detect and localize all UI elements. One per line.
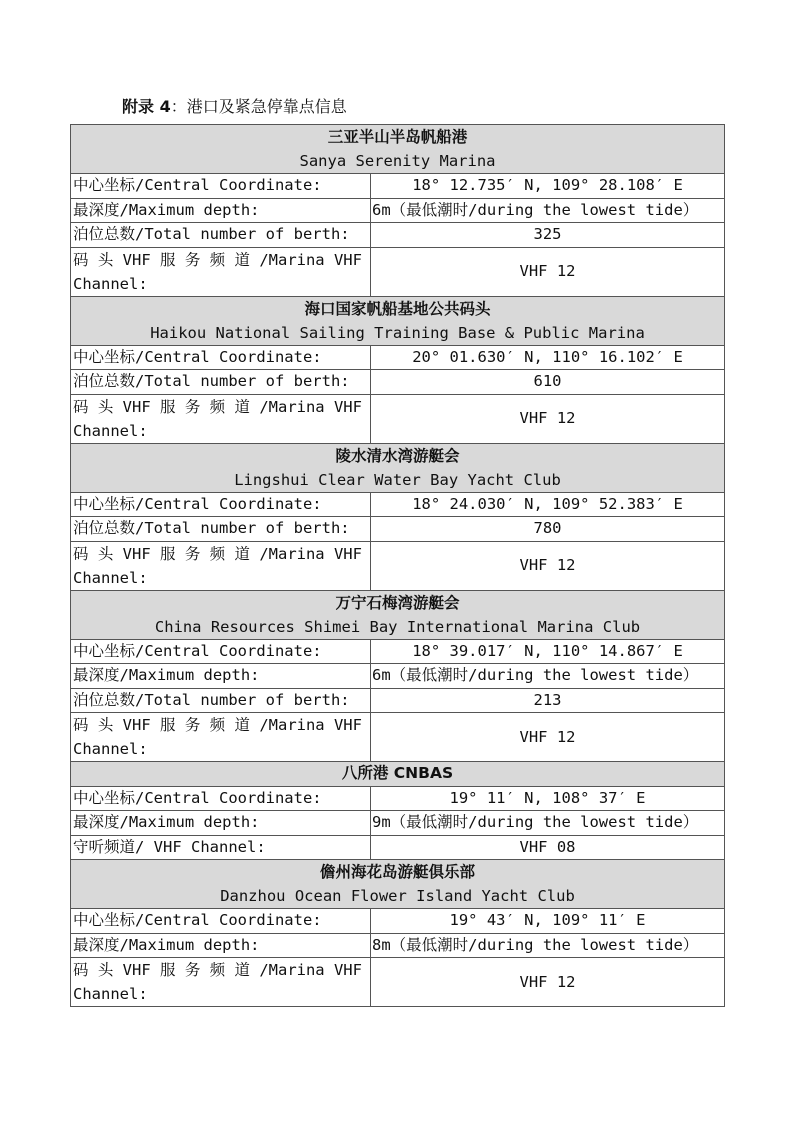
- port-name-en: Sanya Serenity Marina: [299, 152, 496, 170]
- port-name-zh: 八所港 CNBAS: [341, 764, 454, 783]
- info-label: 码 头 VHF 服 务 频 道 /Marina VHF Channel:: [71, 541, 371, 590]
- info-label: 中心坐标/Central Coordinate:: [71, 174, 371, 199]
- info-label: 泊位总数/Total number of berth:: [71, 688, 371, 713]
- info-row: [71, 664, 725, 689]
- info-value: 9m（最低潮时/during the lowest tide）: [371, 811, 725, 836]
- info-value: 20° 01.630′ N, 110° 16.102′ E: [371, 345, 725, 370]
- info-value: 19° 43′ N, 109° 11′ E: [371, 909, 725, 934]
- info-label: 最深度/Maximum depth:: [71, 933, 371, 958]
- info-value: VHF 12: [371, 247, 725, 296]
- info-label: 中心坐标/Central Coordinate:: [71, 492, 371, 517]
- info-value: 780: [371, 517, 725, 542]
- info-row: [71, 345, 725, 370]
- port-name-zh: 万宁石梅湾游艇会: [335, 593, 460, 612]
- port-header-row: [71, 762, 725, 787]
- info-row: [71, 933, 725, 958]
- info-label: 中心坐标/Central Coordinate:: [71, 909, 371, 934]
- info-row: [71, 639, 725, 664]
- ports-table-body: [71, 125, 725, 1007]
- info-row: [71, 223, 725, 248]
- port-name-zh: 儋州海花岛游艇俱乐部: [319, 863, 475, 881]
- info-label: 最深度/Maximum depth:: [71, 664, 371, 689]
- info-label: 泊位总数/Total number of berth:: [71, 223, 371, 248]
- info-row: [71, 492, 725, 517]
- info-label: 最深度/Maximum depth:: [71, 811, 371, 836]
- info-row: [71, 958, 725, 1007]
- info-value: 610: [371, 370, 725, 395]
- info-row: [71, 835, 725, 860]
- port-name-en: Lingshui Clear Water Bay Yacht Club: [234, 470, 561, 489]
- port-header: [71, 296, 725, 345]
- info-row: [71, 394, 725, 443]
- info-label: 泊位总数/Total number of berth:: [71, 370, 371, 395]
- info-row: [71, 517, 725, 542]
- port-header: [71, 590, 725, 639]
- info-value: 6m（最低潮时/during the lowest tide）: [371, 664, 725, 689]
- info-label: 守听频道/ VHF Channel:: [71, 835, 371, 860]
- port-name-en: Haikou National Sailing Training Base & Public Marina: [150, 323, 645, 342]
- port-header-row: [71, 590, 725, 639]
- info-value: 6m（最低潮时/during the lowest tide）: [371, 198, 725, 223]
- info-value: 19° 11′ N, 108° 37′ E: [371, 786, 725, 811]
- port-header: [71, 443, 725, 492]
- info-row: [71, 786, 725, 811]
- info-row: [71, 811, 725, 836]
- info-row: [71, 909, 725, 934]
- info-row: [71, 247, 725, 296]
- info-value: VHF 12: [371, 541, 725, 590]
- info-label: 码 头 VHF 服 务 频 道 /Marina VHF Channel:: [71, 394, 371, 443]
- info-value: 213: [371, 688, 725, 713]
- info-row: [71, 198, 725, 223]
- info-value: 18° 12.735′ N, 109° 28.108′ E: [371, 174, 725, 199]
- info-row: [71, 370, 725, 395]
- info-label: 码 头 VHF 服 务 频 道 /Marina VHF Channel:: [71, 247, 371, 296]
- info-label: 中心坐标/Central Coordinate:: [71, 345, 371, 370]
- appendix-number: 附录 4: [122, 97, 171, 116]
- info-row: [71, 174, 725, 199]
- info-value: VHF 12: [371, 958, 725, 1007]
- info-row: [71, 541, 725, 590]
- port-header-row: [71, 860, 725, 909]
- ports-table: [70, 124, 725, 1007]
- info-label: 最深度/Maximum depth:: [71, 198, 371, 223]
- appendix-title: ：港口及紧急停靠点信息: [170, 97, 347, 116]
- info-value: 8m（最低潮时/during the lowest tide）: [371, 933, 725, 958]
- info-label: 码 头 VHF 服 务 频 道 /Marina VHF Channel:: [71, 958, 371, 1007]
- info-value: VHF 12: [371, 713, 725, 762]
- info-value: 18° 39.017′ N, 110° 14.867′ E: [371, 639, 725, 664]
- info-value: 18° 24.030′ N, 109° 52.383′ E: [371, 492, 725, 517]
- port-header: [71, 125, 725, 174]
- info-row: [71, 713, 725, 762]
- info-label: 码 头 VHF 服 务 频 道 /Marina VHF Channel:: [71, 713, 371, 762]
- port-name-zh: 陵水清水湾游艇会: [335, 446, 460, 465]
- port-name-en: Danzhou Ocean Flower Island Yacht Club: [220, 887, 575, 905]
- port-name-en: China Resources Shimei Bay International Marina Club: [154, 617, 641, 636]
- port-name-zh: 海口国家帆船基地公共码头: [304, 299, 491, 318]
- port-header-row: [71, 443, 725, 492]
- port-header-row: [71, 125, 725, 174]
- appendix-heading: [122, 97, 347, 117]
- info-label: 中心坐标/Central Coordinate:: [71, 786, 371, 811]
- info-value: 325: [371, 223, 725, 248]
- port-header: [71, 860, 725, 909]
- info-value: VHF 12: [371, 394, 725, 443]
- port-name-zh: 三亚半山半岛帆船港: [327, 128, 468, 146]
- info-label: 中心坐标/Central Coordinate:: [71, 639, 371, 664]
- port-header-row: [71, 296, 725, 345]
- info-value: VHF 08: [371, 835, 725, 860]
- info-label: 泊位总数/Total number of berth:: [71, 517, 371, 542]
- port-header: [71, 762, 725, 787]
- info-row: [71, 688, 725, 713]
